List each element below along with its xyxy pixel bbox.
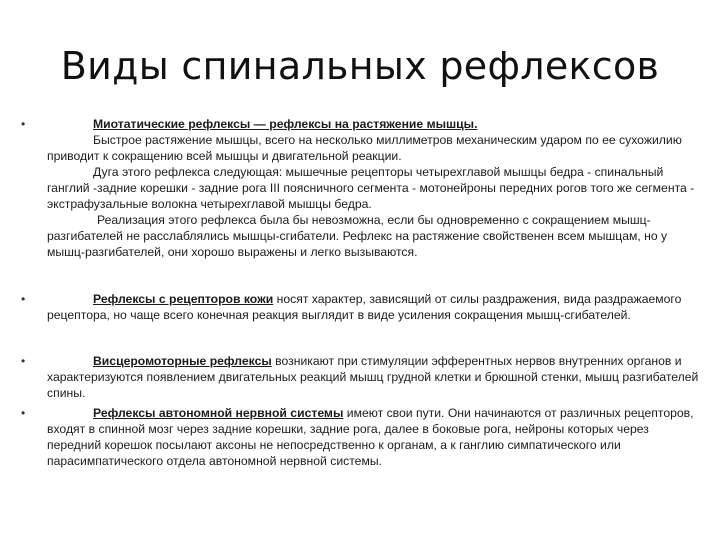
paragraph: Быстрое растяжение мышцы, всего на несколько миллиметров механическим ударом по ее сухожилию приводит к сокращению всей мышцы и двигательной реакции.	[47, 133, 682, 163]
bullet-dot-icon: •	[21, 292, 26, 306]
paragraph	[47, 405, 699, 469]
paragraph: Реализация этого рефлекса была бы невозможна, если бы одновременно с сокращением мышц-разгибателей не расслаблялись мышцы-сгибатели. Рефлекс на растяжение свойственен всем мышцам, но у мышц-разгибателей, они хорошо выражены и легко вызываются.	[47, 213, 668, 259]
section-heading: Висцеромоторные рефлексы	[93, 354, 272, 368]
bullet-skin-reflexes	[21, 291, 699, 323]
bullet-autonomic	[21, 405, 699, 469]
section-text: имеют свои пути. Они начинаются от различных рецепторов, входят в спинной мозг через задние корешки, задние рога, далее в боковые рога, нейроны которых через передний корешок посылают аксоны не непосредственно к органам, а к ганглию симпатического или парасимпатического отдела автономной нервной системы.	[47, 406, 694, 468]
section-heading: Миотатические рефлексы — рефлексы на растяжение мышцы.	[93, 117, 478, 131]
paragraph: Дуга этого рефлекса следующая: мышечные рецепторы четырехглавой мышцы бедра - спинальный ганглий -задние корешки - задние рога III поясничного сегмента - мотонейроны передних рогов того же сегмента - экстрафузальные волокна четырехглавой мышцы бедра.	[47, 165, 695, 211]
bullet-visceromotor	[21, 353, 699, 401]
bullet-dot-icon: •	[21, 354, 26, 368]
bullet-heading	[47, 116, 699, 132]
section-heading: Рефлексы с рецепторов кожи	[93, 292, 274, 306]
section-text: возникают при стимуляции эфферентных нервов внутренних органов и характеризуются появлением двигательных реакций мышц грудной клетки и брюшной стенки, мышц разгибателей спины.	[47, 354, 699, 400]
section-heading: Рефлексы автономной нервной системы	[93, 406, 344, 420]
section-text: носят характер, зависящий от силы раздражения, вида раздражаемого рецептора, но чаще всего конечная реакция выглядит в виде усиления сокращения мышц-сгибателей.	[47, 292, 682, 322]
paragraph	[47, 291, 699, 323]
slide-content	[21, 116, 699, 469]
slide-title: Виды спинальных рефлексов	[60, 44, 660, 88]
paragraph	[47, 353, 699, 401]
bullet-dot-icon: •	[21, 406, 26, 420]
bullet-myotatic	[21, 116, 699, 260]
bullet-dot-icon: •	[21, 117, 26, 131]
